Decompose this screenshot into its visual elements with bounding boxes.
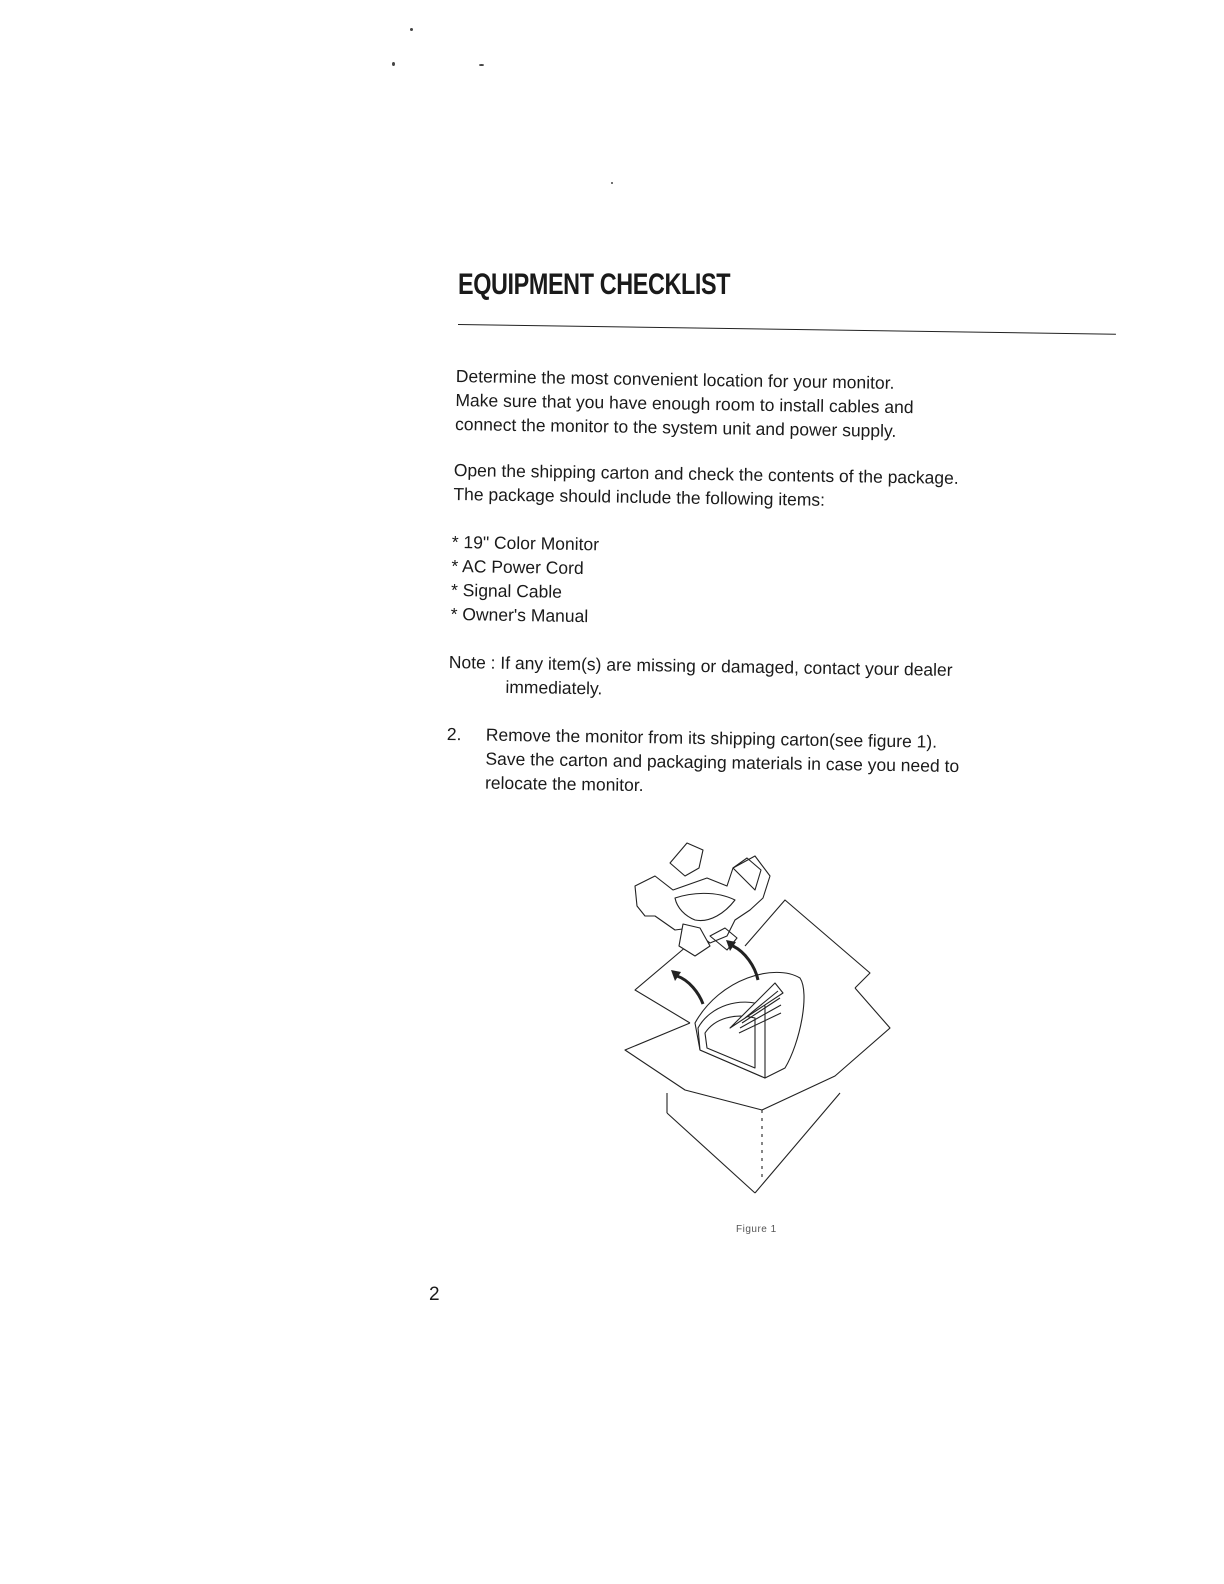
text-line: Determine the most convenient location for your monitor.: [455, 365, 895, 393]
scan-speck: [410, 28, 413, 31]
note-line: Note : If any item(s) are missing or damaged, contact your dealer: [448, 651, 953, 680]
note-block: [448, 650, 953, 706]
scan-speck: [392, 62, 395, 66]
text-line: Open the shipping carton and check the contents of the package.: [453, 459, 959, 488]
figure-caption: Figure 1: [736, 1224, 777, 1235]
title-divider: [458, 324, 1116, 335]
list-item: * 19" Color Monitor: [451, 531, 600, 555]
intro-paragraph: [455, 364, 914, 443]
step-line: Remove the monitor from its shipping carton(see figure 1).: [485, 724, 938, 752]
foam-insert-drawing: [635, 843, 770, 956]
text-line: Make sure that you have enough room to install cables and: [455, 389, 914, 418]
scan-speck: [479, 64, 484, 66]
text-line: The package should include the following items:: [453, 483, 826, 510]
scan-speck: [611, 182, 613, 184]
text-line: connect the monitor to the system unit and power supply.: [454, 413, 897, 441]
open-carton-paragraph: [453, 458, 959, 514]
page-title: EQUIPMENT CHECKLIST: [458, 268, 731, 301]
unpacking-illustration: [615, 828, 900, 1203]
page-number: 2: [429, 1284, 440, 1305]
package-contents-list: [450, 530, 599, 628]
monitor-drawing: [695, 972, 804, 1078]
note-line: immediately.: [505, 676, 603, 699]
list-item: * Signal Cable: [450, 579, 563, 602]
step-number: 2.: [446, 723, 462, 745]
list-item: * Owner's Manual: [450, 603, 589, 627]
list-item: * AC Power Cord: [451, 555, 584, 579]
step-line: Save the carton and packaging materials in case you need to: [485, 748, 960, 777]
step-line: relocate the monitor.: [484, 772, 644, 796]
step-2: [446, 722, 960, 802]
